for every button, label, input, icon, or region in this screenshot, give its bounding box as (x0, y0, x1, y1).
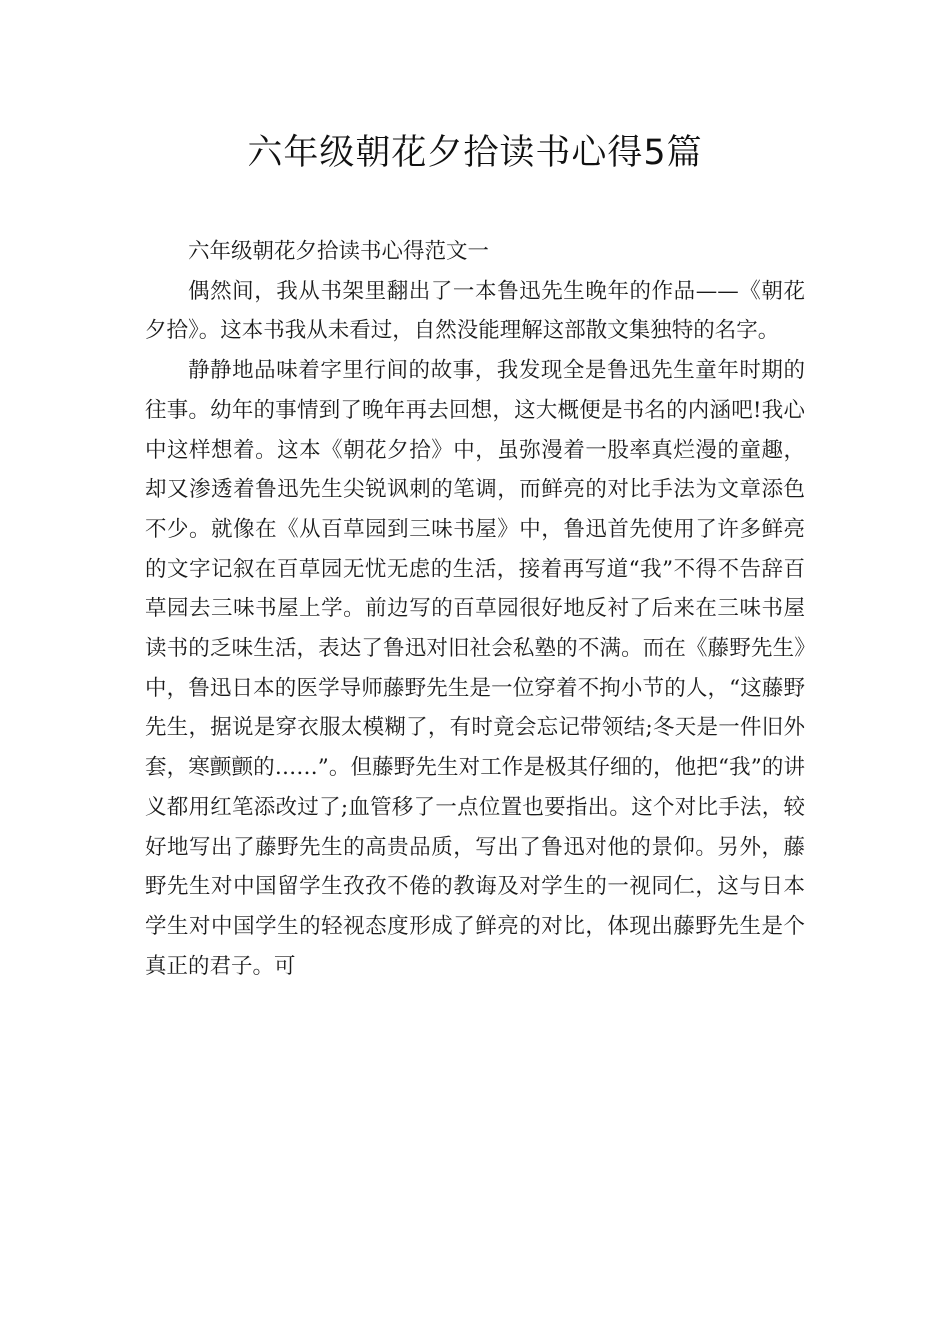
paragraph: 静静地品味着字里行间的故事，我发现全是鲁迅先生童年时期的往事。幼年的事情到了晚年再去回想，这大概便是书名的内涵吧!我心中这样想着。这本《朝花夕拾》中，虽弥漫着一股率真烂漫的童趣，却又渗透着鲁迅先生尖锐讽刺的笔调，而鲜亮的对比手法为文章添色不少。就像在《从百草园到三味书屋》中，鲁迅首先使用了许多鲜亮的文字记叙在百草园无忧无虑的生活，接着再写道“我”不得不告辞百草园去三味书屋上学。前边写的百草园很好地反衬了后来在三味书屋读书的乏味生活，表达了鲁迅对旧社会私塾的不满。而在《藤野先生》中，鲁迅日本的医学导师藤野先生是一位穿着不拘小节的人，“这藤野先生，据说是穿衣服太模糊了，有时竟会忘记带领结;冬天是一件旧外套，寒颤颤的……”。但藤野先生对工作是极其仔细的，他把“我”的讲义都用红笔添改过了;血管移了一点位置也要指出。这个对比手法，较好地写出了藤野先生的高贵品质，写出了鲁迅对他的景仰。另外，藤野先生对中国留学生孜孜不倦的教诲及对学生的一视同仁，这与日本学生对中国学生的轻视态度形成了鲜亮的对比，体现出藤野先生是个真正的君子。可 (145, 358, 805, 979)
paragraph: 偶然间，我从书架里翻出了一本鲁迅先生晚年的作品——《朝花夕拾》。这本书我从未看过，自然没能理解这部散文集独特的名字。 (145, 278, 805, 344)
document-body (145, 232, 805, 986)
document-title: 六年级朝花夕拾读书心得5篇 (247, 133, 703, 173)
section-subheading: 六年级朝花夕拾读书心得范文一 (188, 239, 490, 264)
